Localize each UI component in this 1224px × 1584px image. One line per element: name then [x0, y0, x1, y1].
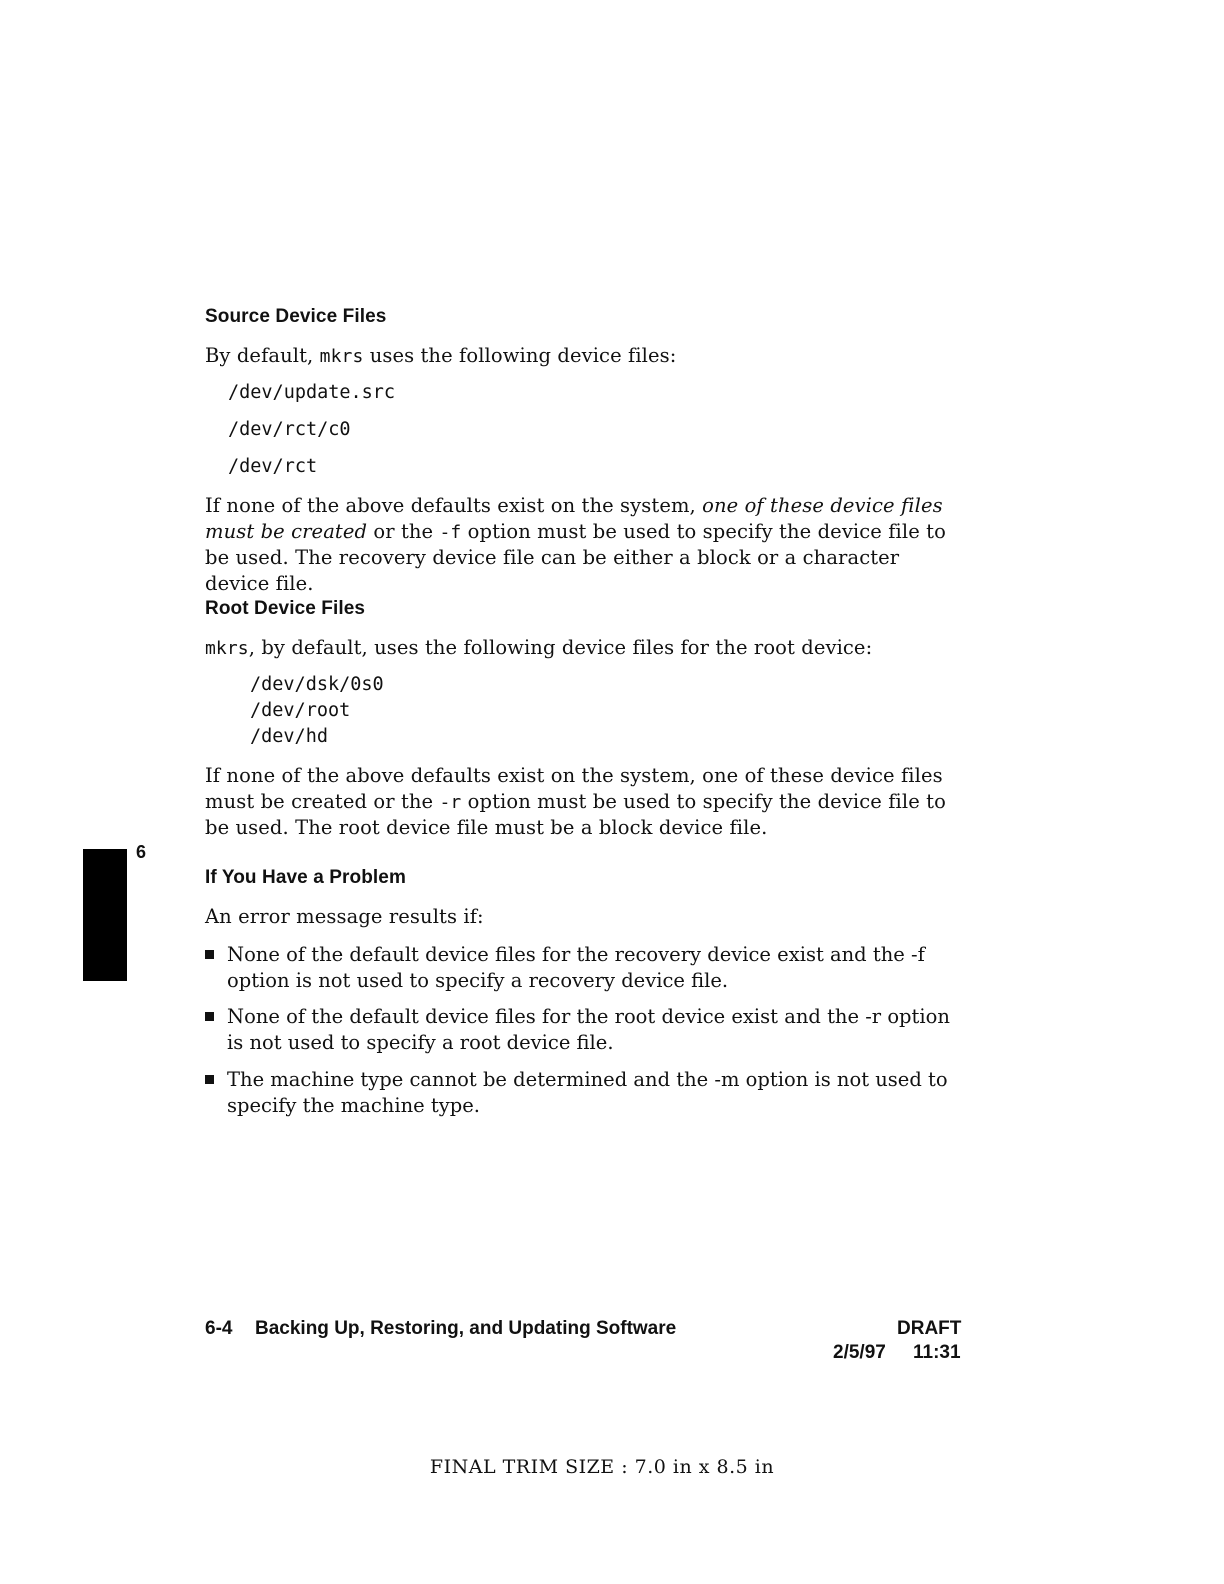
square-bullet-icon — [205, 1075, 214, 1084]
body-text: option must be used to specify the device file to be used. The recovery device file can be either a block or a character device file. — [205, 519, 946, 595]
device-file-path: /dev/root — [250, 700, 351, 721]
body-text: If none of the above defaults exist on the system, — [205, 494, 703, 517]
device-file-path: /dev/rct/c0 — [228, 419, 351, 440]
source-intro-paragraph — [205, 343, 965, 370]
body-text: option must be used to specify the device file to be used. The root device file must be a block device file. — [205, 789, 946, 839]
section-heading-root-device-files: Root Device Files — [205, 598, 366, 619]
square-bullet-icon — [205, 1012, 214, 1021]
root-intro-paragraph — [205, 635, 965, 662]
device-file-path: /dev/hd — [250, 726, 328, 747]
footer-title: Backing Up, Restoring, and Updating Software — [255, 1318, 677, 1339]
command-name: mkrs — [319, 346, 364, 367]
chapter-tab-marker — [83, 849, 127, 981]
problem-intro-paragraph: An error message results if: — [205, 905, 484, 928]
trim-size-note: FINAL TRIM SIZE : 7.0 in x 8.5 in — [429, 1456, 775, 1478]
footer-draft-label: DRAFT — [897, 1318, 962, 1339]
device-file-path: /dev/rct — [228, 456, 318, 477]
footer-page-label: 6-4 — [205, 1318, 233, 1339]
device-file-path: /dev/update.src — [228, 382, 396, 403]
option-flag: -r — [439, 791, 462, 813]
body-text: or the — [367, 519, 440, 543]
option-flag: -f — [439, 521, 462, 543]
intro-text: , by default, uses the following device files for the root device: — [248, 636, 873, 659]
section-heading-if-you-have-a-problem: If You Have a Problem — [205, 867, 406, 888]
emphasis-text: one of these device files must be created — [205, 494, 943, 543]
chapter-tab-number: 6 — [136, 842, 147, 862]
footer-time: 11:31 — [913, 1342, 961, 1363]
list-item-text: None of the default device files for the root device exist and the -r option is not used to specify a root device file. — [227, 1005, 950, 1054]
root-explanation-paragraph — [205, 763, 965, 841]
intro-text: uses the following device files: — [363, 344, 677, 367]
command-name: mkrs — [205, 638, 249, 659]
list-item-text: None of the default device files for the recovery device exist and the -f option is not used to specify a recovery device file. — [227, 943, 925, 992]
list-item-text: The machine type cannot be determined and the -m option is not used to specify the machine type. — [227, 1068, 948, 1117]
device-file-path: /dev/dsk/0s0 — [250, 674, 384, 695]
source-explanation-paragraph — [205, 493, 965, 596]
square-bullet-icon — [205, 950, 214, 959]
section-heading-source-device-files: Source Device Files — [205, 306, 387, 327]
body-text: If none of the above defaults exist on the system, one of these device files must be created or the — [205, 764, 943, 813]
footer-date: 2/5/97 — [833, 1342, 886, 1363]
intro-text: By default, — [205, 344, 320, 367]
